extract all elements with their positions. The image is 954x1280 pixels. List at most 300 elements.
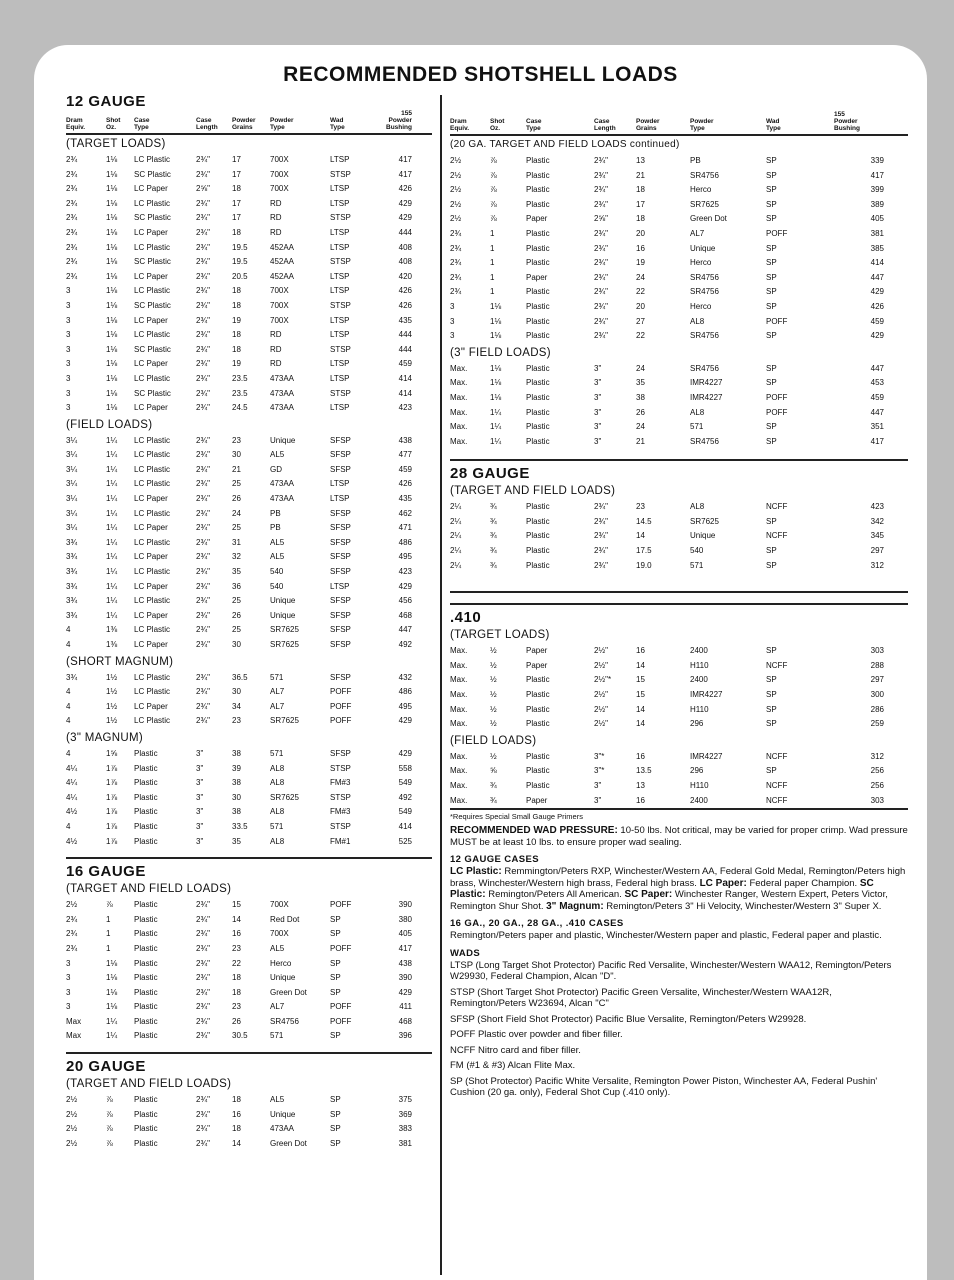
section-title: (TARGET LOADS) xyxy=(66,138,166,150)
table-cell: 2¾ xyxy=(66,227,78,237)
table-cell: 389 xyxy=(870,199,884,209)
table-cell: 18 xyxy=(232,973,241,983)
table-cell: 2¼ xyxy=(450,546,462,556)
table-row xyxy=(66,270,432,285)
table-row xyxy=(450,242,908,257)
table-cell: ¾ xyxy=(490,516,497,526)
table-cell: 23.5 xyxy=(232,373,248,383)
table-cell: 4¼ xyxy=(66,778,78,788)
table-cell: SP xyxy=(766,214,777,224)
table-row xyxy=(450,794,908,809)
table-cell: 339 xyxy=(870,156,884,165)
table-cell: 1⅛ xyxy=(106,155,118,164)
table-cell: POFF xyxy=(766,316,788,326)
table-row xyxy=(66,299,432,314)
table-cell: LTSP xyxy=(330,359,350,369)
table-cell: SP xyxy=(766,546,777,556)
table-cell: LC Plastic xyxy=(134,450,171,460)
load-table xyxy=(66,747,432,849)
table-cell: 2¾" xyxy=(594,516,608,526)
table-cell: 2¾" xyxy=(594,531,608,541)
table-cell: 444 xyxy=(398,227,412,237)
table-cell: 23 xyxy=(232,1002,241,1012)
table-cell: Max. xyxy=(450,675,468,685)
table-cell: ¾ xyxy=(490,531,497,541)
table-cell: ½ xyxy=(490,751,497,761)
table-cell: 30 xyxy=(232,640,241,649)
load-table xyxy=(450,750,908,808)
table-cell: 16 xyxy=(636,243,645,253)
table-cell: 473AA xyxy=(270,1124,295,1134)
table-cell: LTSP xyxy=(330,242,350,252)
table-cell: 2¾" xyxy=(196,479,210,489)
table-cell: 25 xyxy=(232,523,241,533)
table-cell: SR7625 xyxy=(690,516,719,526)
table-cell: 4 xyxy=(66,821,71,831)
table-cell: 2½"* xyxy=(594,675,612,685)
table-cell: 2¾" xyxy=(196,242,210,252)
table-cell: ½ xyxy=(490,719,497,729)
table-cell: 571 xyxy=(270,821,284,831)
table-cell: 2400 xyxy=(690,675,708,685)
table-cell: 2¾" xyxy=(196,973,210,983)
table-cell: 256 xyxy=(870,781,884,790)
table-cell: LTSP xyxy=(330,330,350,340)
table-cell: Plastic xyxy=(134,987,158,997)
table-cell: 2¾" xyxy=(594,287,608,297)
table-cell: 1½ xyxy=(106,672,118,682)
table-cell: LC Paper xyxy=(134,552,168,562)
table-cell: 2¾" xyxy=(594,185,608,195)
table-cell: 459 xyxy=(870,316,884,326)
table-cell: 2¾" xyxy=(594,316,608,326)
table-cell: 390 xyxy=(398,900,412,910)
table-cell: Plastic xyxy=(526,156,550,165)
table-cell: 17 xyxy=(636,199,645,209)
table-cell: LTSP xyxy=(330,271,350,281)
table-cell: Paper xyxy=(526,214,548,224)
table-cell: 1⅛ xyxy=(106,198,118,208)
table-cell: 432 xyxy=(398,672,412,682)
table-row xyxy=(450,154,908,169)
table-cell: 417 xyxy=(870,436,884,446)
table-row xyxy=(66,328,432,343)
table-cell: 19 xyxy=(232,315,241,325)
table-cell: 417 xyxy=(398,169,412,179)
table-cell: ⅞ xyxy=(490,170,497,180)
primer-footnote: *Requires Special Small Gauge Primers xyxy=(450,812,583,822)
table-cell: 429 xyxy=(398,716,412,726)
section-title: (TARGET LOADS) xyxy=(450,629,550,642)
table-cell: POFF xyxy=(330,1002,352,1012)
table-cell: 1⅜ xyxy=(106,640,118,649)
table-row xyxy=(66,671,432,686)
table-cell: RD xyxy=(270,344,282,354)
table-cell: 417 xyxy=(398,155,412,164)
table-cell: Paper xyxy=(526,660,548,670)
table-cell: 17 xyxy=(232,169,241,179)
table-cell: 3 xyxy=(66,403,71,413)
table-cell: LTSP xyxy=(330,403,350,413)
table-cell: 26 xyxy=(232,610,241,620)
table-cell: 18 xyxy=(232,330,241,340)
table-cell: POFF xyxy=(766,407,788,417)
table-cell: STSP xyxy=(330,821,351,831)
table-cell: 297 xyxy=(870,675,884,685)
table-cell: AL5 xyxy=(270,1095,285,1105)
table-cell: SP xyxy=(766,258,777,268)
table-cell: Max xyxy=(66,1016,82,1026)
table-cell: STSP xyxy=(330,388,351,398)
table-cell: 20 xyxy=(636,301,645,311)
table-cell: 312 xyxy=(870,560,884,570)
table-cell: 32 xyxy=(232,552,241,562)
table-cell: 2¾ xyxy=(66,929,78,939)
table-cell: 3¾ xyxy=(66,610,78,620)
table-cell: Max. xyxy=(450,378,468,388)
table-cell: 1⅛ xyxy=(106,227,118,237)
table-cell: 486 xyxy=(398,687,412,697)
table-cell: 390 xyxy=(398,973,412,983)
table-cell: 2¾ xyxy=(450,258,462,268)
table-cell: 429 xyxy=(398,987,412,997)
table-cell: 571 xyxy=(270,1031,284,1041)
table-cell: 2½" xyxy=(594,690,608,700)
table-row xyxy=(66,372,432,387)
table-cell: 429 xyxy=(398,581,412,591)
table-cell: Paper xyxy=(526,795,548,805)
table-cell: SP xyxy=(766,331,777,341)
table-cell: Unique xyxy=(270,610,296,620)
table-cell: Max. xyxy=(450,795,468,805)
table-cell: 1⅛ xyxy=(106,315,118,325)
cases-small-heading: 16 GA., 20 GA., 28 GA., .410 CASES xyxy=(450,918,624,930)
table-cell: 2¾" xyxy=(196,1002,210,1012)
table-cell: 24 xyxy=(232,508,241,518)
table-cell: RD xyxy=(270,227,282,237)
table-cell: AL7 xyxy=(270,701,285,711)
table-cell: 1¼ xyxy=(106,567,118,577)
table-cell: SFSP xyxy=(330,508,351,518)
table-cell: STSP xyxy=(330,763,351,773)
table-cell: 381 xyxy=(870,228,884,238)
table-cell: LTSP xyxy=(330,494,350,504)
table-cell: LC Plastic xyxy=(134,155,171,164)
table-cell: POFF xyxy=(330,687,352,697)
table-cell: 2¾ xyxy=(66,184,78,194)
table-cell: 1 xyxy=(490,287,495,297)
table-cell: 429 xyxy=(398,213,412,223)
table-row xyxy=(450,391,908,406)
table-cell: 21 xyxy=(636,436,645,446)
table-cell: 1¼ xyxy=(106,523,118,533)
right-column xyxy=(450,91,908,1099)
table-cell: 22 xyxy=(232,958,241,968)
table-cell: 540 xyxy=(270,567,284,577)
table-cell: 383 xyxy=(398,1124,412,1134)
table-cell: NCFF xyxy=(766,660,788,670)
gauge-12-heading: 12 GAUGE xyxy=(66,93,146,110)
table-cell: ¾ xyxy=(490,502,497,512)
table-row xyxy=(66,314,432,329)
table-cell: 23 xyxy=(232,943,241,953)
table-cell: IMR4227 xyxy=(690,690,723,700)
table-cell: 459 xyxy=(398,359,412,369)
table-cell: AL7 xyxy=(270,687,285,697)
table-cell: 2¾" xyxy=(594,170,608,180)
load-table xyxy=(66,1093,432,1151)
table-cell: 1⅞ xyxy=(106,821,118,831)
table-cell: 2¾" xyxy=(196,687,210,697)
table-cell: 1⅛ xyxy=(106,403,118,413)
table-row xyxy=(66,241,432,256)
table-cell: 17 xyxy=(232,213,241,223)
table-cell: 4 xyxy=(66,748,71,758)
table-cell: IMR4227 xyxy=(690,392,723,402)
table-cell: LC Paper xyxy=(134,403,168,413)
table-row xyxy=(450,750,908,765)
table-cell: 2¾ xyxy=(66,943,78,953)
table-cell: Plastic xyxy=(526,422,550,432)
table-row xyxy=(66,1000,432,1015)
table-cell: 2¾" xyxy=(196,1138,210,1148)
table-cell: 700X xyxy=(270,300,289,310)
table-cell: 1⅞ xyxy=(106,763,118,773)
table-cell: 1⅛ xyxy=(106,271,118,281)
section-title: (TARGET AND FIELD LOADS) xyxy=(450,485,616,498)
table-cell: 2¾" xyxy=(196,914,210,924)
table-cell: 423 xyxy=(398,567,412,577)
table-cell: 19 xyxy=(232,359,241,369)
table-cell: Max. xyxy=(450,660,468,670)
table-cell: 2¾" xyxy=(196,1109,210,1119)
table-cell: 2½ xyxy=(66,900,78,910)
table-cell: 571 xyxy=(690,422,704,432)
table-cell: 38 xyxy=(232,778,241,788)
table-cell: ⅞ xyxy=(490,214,497,224)
table-cell: Max. xyxy=(450,704,468,714)
table-cell: SP xyxy=(330,1124,341,1134)
table-row xyxy=(450,420,908,435)
table-cell: ¾ xyxy=(490,795,497,805)
table-cell: Plastic xyxy=(526,719,550,729)
table-cell: SFSP xyxy=(330,464,351,474)
table-cell: 399 xyxy=(870,185,884,195)
table-row xyxy=(450,315,908,330)
table-cell: 3¾ xyxy=(66,537,78,547)
table-cell: SFSP xyxy=(330,625,351,635)
section-title: (3" MAGNUM) xyxy=(66,731,144,744)
table-row xyxy=(66,762,432,777)
table-cell: 38 xyxy=(232,807,241,817)
table-cell: Green Dot xyxy=(270,987,307,997)
table-cell: 2¾" xyxy=(594,243,608,253)
table-cell: 1¼ xyxy=(106,552,118,562)
table-cell: 3" xyxy=(594,378,602,388)
table-cell: SP xyxy=(766,646,777,656)
table-cell: 571 xyxy=(270,748,284,758)
table-cell: 19.5 xyxy=(232,242,248,252)
table-cell: 426 xyxy=(398,300,412,310)
table-cell: Herco xyxy=(690,301,712,311)
table-cell: Plastic xyxy=(526,228,550,238)
table-cell: POFF xyxy=(766,392,788,402)
table-cell: 2¾" xyxy=(196,359,210,369)
table-cell: 1¼ xyxy=(106,537,118,547)
table-cell: AL5 xyxy=(270,552,285,562)
table-cell: 39 xyxy=(232,763,241,773)
table-cell: 1 xyxy=(490,258,495,268)
table-cell: LC Plastic xyxy=(134,625,171,635)
table-cell: 1⅛ xyxy=(106,257,118,267)
table-cell: SP xyxy=(766,199,777,209)
table-cell: 3" xyxy=(196,763,204,773)
divider xyxy=(66,857,432,859)
table-cell: Plastic xyxy=(134,1031,158,1041)
table-cell: 23.5 xyxy=(232,388,248,398)
table-cell: SP xyxy=(766,436,777,446)
table-cell: LC Paper xyxy=(134,640,168,649)
table-cell: SP xyxy=(766,690,777,700)
table-cell: RD xyxy=(270,198,282,208)
table-row xyxy=(450,198,908,213)
table-row xyxy=(66,565,432,580)
table-cell: AL5 xyxy=(270,537,285,547)
table-cell: 2⅝" xyxy=(196,184,210,194)
table-cell: 435 xyxy=(398,315,412,325)
table-cell: 381 xyxy=(398,1138,412,1148)
table-cell: LC Paper xyxy=(134,523,168,533)
table-cell: 1¼ xyxy=(106,508,118,518)
table-cell: 2¾ xyxy=(450,243,462,253)
table-cell: LC Plastic xyxy=(134,687,171,697)
table-cell: 700X xyxy=(270,169,289,179)
table-cell: Plastic xyxy=(134,929,158,939)
table-row xyxy=(450,169,908,184)
table-cell: Plastic xyxy=(526,781,550,790)
table-cell: 16 xyxy=(232,929,241,939)
table-cell: ¾ xyxy=(490,560,497,570)
wad-item: STSP (Short Target Shot Protector) Pacific Green Versalite, Winchester/Western WAA12R, Remington/Peters W23694, Alcan "C" xyxy=(450,986,832,1010)
table-cell: SP xyxy=(766,516,777,526)
table-cell: SP xyxy=(766,378,777,388)
load-table xyxy=(66,898,432,1044)
wads-heading: WADS xyxy=(450,947,481,959)
table-row xyxy=(450,183,908,198)
table-cell: 303 xyxy=(870,646,884,656)
table-cell: 2¾" xyxy=(196,435,210,445)
table-cell: LC Plastic xyxy=(134,242,171,252)
table-row xyxy=(66,685,432,700)
table-cell: 426 xyxy=(870,301,884,311)
table-cell: LTSP xyxy=(330,198,350,208)
table-cell: 459 xyxy=(398,464,412,474)
table-cell: 1⅛ xyxy=(106,973,118,983)
table-cell: 2¾" xyxy=(196,672,210,682)
table-cell: 700X xyxy=(270,315,289,325)
table-cell: 4½ xyxy=(66,836,78,846)
table-cell: 549 xyxy=(398,778,412,788)
gauge-16-heading: 16 GAUGE xyxy=(66,863,146,881)
table-cell: ⅞ xyxy=(106,1095,113,1105)
table-cell: 17 xyxy=(232,155,241,164)
table-cell: 2¾" xyxy=(196,610,210,620)
table-row xyxy=(66,168,432,183)
table-row xyxy=(450,688,908,703)
table-cell: 2¾ xyxy=(66,242,78,252)
table-row xyxy=(66,913,432,928)
table-cell: 426 xyxy=(398,479,412,489)
table-cell: ¾ xyxy=(490,781,497,790)
table-cell: 1¼ xyxy=(106,1031,118,1041)
table-cell: 2¾" xyxy=(196,315,210,325)
table-row xyxy=(450,212,908,227)
table-cell: 14 xyxy=(232,914,241,924)
table-cell: 1⅞ xyxy=(106,778,118,788)
table-cell: LC Paper xyxy=(134,184,168,194)
table-cell: 2¾" xyxy=(196,581,210,591)
table-cell: LTSP xyxy=(330,184,350,194)
table-cell: 444 xyxy=(398,344,412,354)
table-cell: 3"* xyxy=(594,766,605,776)
section-title: (TARGET AND FIELD LOADS) xyxy=(66,883,232,896)
table-cell: 1½ xyxy=(106,701,118,711)
table-cell: SR7625 xyxy=(270,625,299,635)
table-cell: Plastic xyxy=(526,392,550,402)
table-cell: Red Dot xyxy=(270,914,300,924)
table-row xyxy=(450,559,908,574)
table-cell: SR4756 xyxy=(690,363,719,373)
table-cell: 429 xyxy=(398,198,412,208)
table-cell: SR4756 xyxy=(690,272,719,282)
table-cell: LC Plastic xyxy=(134,330,171,340)
table-cell: 2¾" xyxy=(594,228,608,238)
table-cell: ⅞ xyxy=(106,1109,113,1119)
table-cell: POFF xyxy=(330,701,352,711)
table-cell: SFSP xyxy=(330,567,351,577)
table-cell: ⅞ xyxy=(490,156,497,165)
table-row xyxy=(66,211,432,226)
table-cell: Max xyxy=(66,1031,82,1041)
table-row xyxy=(66,942,432,957)
table-row xyxy=(450,500,908,515)
table-cell: 24 xyxy=(636,363,645,373)
table-cell: 30.5 xyxy=(232,1031,248,1041)
table-cell: 2½ xyxy=(66,1124,78,1134)
table-cell: 417 xyxy=(398,943,412,953)
gauge-410-heading: .410 xyxy=(450,609,482,627)
table-cell: AL8 xyxy=(270,807,285,817)
table-cell: 23 xyxy=(232,435,241,445)
table-cell: ⅞ xyxy=(106,1124,113,1134)
table-cell: SP xyxy=(766,170,777,180)
table-cell: 1⅛ xyxy=(490,392,502,402)
wad-item: FM (#1 & #3) Alcan Flite Max. xyxy=(450,1060,576,1072)
table-cell: 2¼ xyxy=(450,502,462,512)
table-cell: 312 xyxy=(870,751,884,761)
table-cell: Unique xyxy=(690,243,716,253)
table-cell: 2½" xyxy=(594,719,608,729)
table-cell: 444 xyxy=(398,330,412,340)
table-cell: 18 xyxy=(232,344,241,354)
page-title: RECOMMENDED SHOTSHELL LOADS xyxy=(283,63,678,86)
table-cell: 1¼ xyxy=(490,422,502,432)
table-cell: 429 xyxy=(870,287,884,297)
table-cell: 1¼ xyxy=(490,407,502,417)
table-cell: 18 xyxy=(232,300,241,310)
table-cell: Plastic xyxy=(526,766,550,776)
table-cell: 26 xyxy=(232,1016,241,1026)
